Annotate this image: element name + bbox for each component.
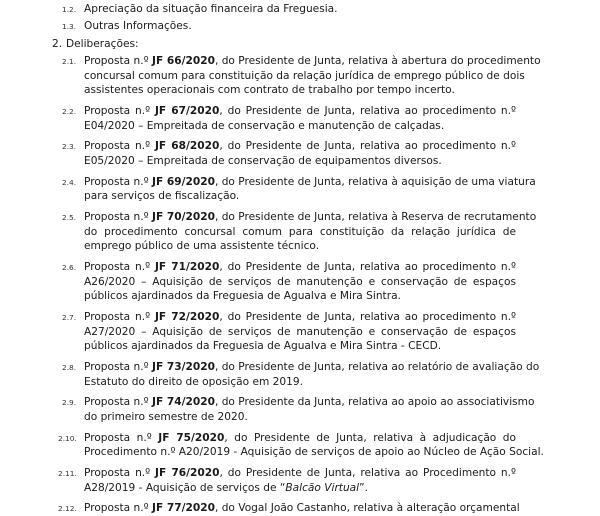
- item-number: 1.3.: [62, 22, 77, 32]
- proposal-line: [84, 54, 541, 69]
- proposal-continuation: [84, 339, 441, 354]
- section-number: 2.: [52, 37, 63, 50]
- proposal-line: [84, 139, 516, 154]
- proposal-continuation: [84, 69, 525, 84]
- proposal-line: [84, 466, 516, 481]
- proposal-ref: JF 70/2020: [152, 210, 215, 223]
- text-segment: Procedimento n.º A20/2019 - Aquisição de serviços de apoio ao Núcleo de Ação Social.: [84, 446, 544, 459]
- proposal-continuation: [84, 481, 368, 496]
- section-title: Apreciação da situação financeira da Freguesia.: [84, 3, 338, 15]
- text-segment: Estatuto do direito de oposição em 2019.: [84, 375, 304, 388]
- text-segment: Proposta n.º: [84, 502, 152, 515]
- proposal-continuation: [84, 325, 516, 340]
- item-number: 2.4.: [62, 177, 77, 187]
- proposal-line: [84, 260, 516, 275]
- text-segment: A26/2020 – Aquisição de serviços de manutenção e conservação de espaços: [84, 275, 516, 288]
- proposal-continuation: [84, 289, 401, 304]
- text-segment: Proposta n.º: [84, 210, 152, 223]
- item-number: 2.2.: [62, 106, 77, 116]
- text-segment: , do Vogal João Castanho, relativa à alteração orçamental: [214, 502, 520, 515]
- item-number: 2.6.: [62, 262, 77, 272]
- text-segment: , do Presidente de Junta, relativa à adjudicação do: [224, 431, 516, 444]
- proposal-ref: JF 76/2020: [155, 466, 220, 479]
- proposal-continuation: [84, 83, 455, 98]
- text-segment: Proposta n.º: [84, 104, 155, 117]
- item-number: 2.11.: [58, 468, 77, 478]
- proposal-ref: JF 66/2020: [152, 54, 215, 67]
- proposal-ref: JF 67/2020: [154, 104, 220, 117]
- text-segment: , do Presidente de Junta, relativa ao procedimento n.º: [219, 104, 516, 117]
- text-segment: concursal comum para constituição da relação jurídica de emprego público de dois: [84, 69, 525, 82]
- item-number: 2.7.: [62, 312, 77, 322]
- proposal-line: [84, 431, 516, 446]
- text-segment: Proposta n.º: [84, 396, 152, 409]
- proposal-continuation: [84, 410, 248, 425]
- proposal-ref: JF 77/2020: [152, 502, 215, 515]
- text-segment: públicos ajardinados da Freguesia de Agualva e Mira Sintra - CECD.: [84, 340, 442, 353]
- text-segment: , do Presidente de Junta, relativa ao procedimento n.º: [219, 140, 516, 153]
- proposal-continuation: [84, 375, 303, 390]
- proposal-line: [84, 175, 536, 190]
- item-number: 2.12.: [58, 504, 77, 514]
- proposal-ref: JF 71/2020: [154, 260, 220, 273]
- proposal-continuation: [84, 445, 544, 460]
- proposal-continuation: [84, 119, 444, 134]
- text-segment: Proposta n.º: [84, 175, 152, 188]
- section-title: Outras Informações.: [84, 20, 192, 33]
- text-segment: Balcão Virtual: [285, 481, 360, 494]
- proposal-continuation: [84, 239, 319, 254]
- proposal-ref: JF 68/2020: [154, 140, 220, 153]
- proposal-line: [84, 360, 540, 375]
- text-segment: , do Presidente de Junta, relativa ao procedimento n.º: [219, 310, 516, 323]
- text-segment: Proposta n.º: [84, 54, 152, 67]
- text-segment: , do Presidente da Junta, relativa ao apoio ao associativismo: [214, 396, 535, 409]
- text-segment: , do Presidente de Junta, relativa ao Procedimento n.º: [219, 466, 516, 479]
- proposal-ref: JF 74/2020: [152, 396, 215, 409]
- text-segment: E05/2020 – Empreitada de conservação de equipamentos diversos.: [84, 155, 442, 167]
- text-segment: para serviços de fiscalização.: [84, 190, 240, 203]
- text-segment: , do Presidente de Junta, relativa à abertura do procedimento: [214, 54, 541, 67]
- proposal-continuation: [84, 275, 516, 290]
- text-segment: Proposta n.º: [84, 431, 159, 444]
- text-segment: do procedimento concursal comum para constituição da relação jurídica de: [84, 225, 516, 238]
- text-segment: , do Presidente de Junta, relativa ao relatório de avaliação do: [214, 361, 540, 373]
- proposal-continuation: [84, 154, 442, 169]
- item-number: 2.3.: [62, 142, 77, 152]
- text-segment: emprego público de uma assistente técnico.: [84, 240, 320, 253]
- proposal-ref: JF 75/2020: [158, 431, 225, 444]
- item-number: 2.10.: [58, 433, 77, 443]
- proposal-ref: JF 73/2020: [152, 361, 215, 373]
- text-segment: E04/2020 – Empreitada de conservação e manutenção de calçadas.: [84, 119, 445, 132]
- proposal-line: [84, 501, 520, 516]
- text-segment: assistentes operacionais com contrato de trabalho por tempo incerto.: [84, 84, 455, 97]
- section-title: Deliberações:: [66, 37, 139, 50]
- proposal-continuation: [84, 225, 516, 240]
- text-segment: , do Presidente de Junta, relativa à aquisição de uma viatura: [214, 175, 536, 188]
- item-number: 2.8.: [62, 363, 77, 372]
- item-number: 1.2.: [62, 5, 77, 14]
- proposal-ref: JF 72/2020: [154, 310, 220, 323]
- text-segment: Proposta n.º: [84, 361, 152, 373]
- text-segment: ”.: [359, 481, 368, 494]
- text-segment: do primeiro semestre de 2020.: [84, 411, 248, 424]
- text-segment: Proposta n.º: [84, 310, 155, 323]
- item-number: 2.5.: [62, 212, 77, 222]
- item-number: 2.9.: [62, 398, 77, 408]
- text-segment: A27/2020 – Aquisição de serviços de manutenção e conservação de espaços: [84, 325, 516, 338]
- proposal-line: [84, 210, 537, 225]
- proposal-continuation: [84, 189, 239, 204]
- proposal-line: [84, 104, 516, 119]
- item-number: 2.1.: [62, 56, 77, 66]
- text-segment: , do Presidente de Junta, relativa ao procedimento n.º: [219, 260, 516, 273]
- text-segment: , do Presidente de Junta, relativa à Reserva de recrutamento: [214, 210, 537, 223]
- text-segment: A28/2019 - Aquisição de serviços de “: [84, 481, 286, 494]
- text-segment: Proposta n.º: [84, 140, 155, 153]
- text-segment: Proposta n.º: [84, 260, 155, 273]
- text-segment: públicos ajardinados da Freguesia de Agualva e Mira Sintra.: [84, 290, 401, 303]
- proposal-line: [84, 395, 535, 410]
- proposal-ref: JF 69/2020: [152, 175, 215, 188]
- text-segment: Proposta n.º: [84, 466, 156, 479]
- proposal-line: [84, 310, 516, 325]
